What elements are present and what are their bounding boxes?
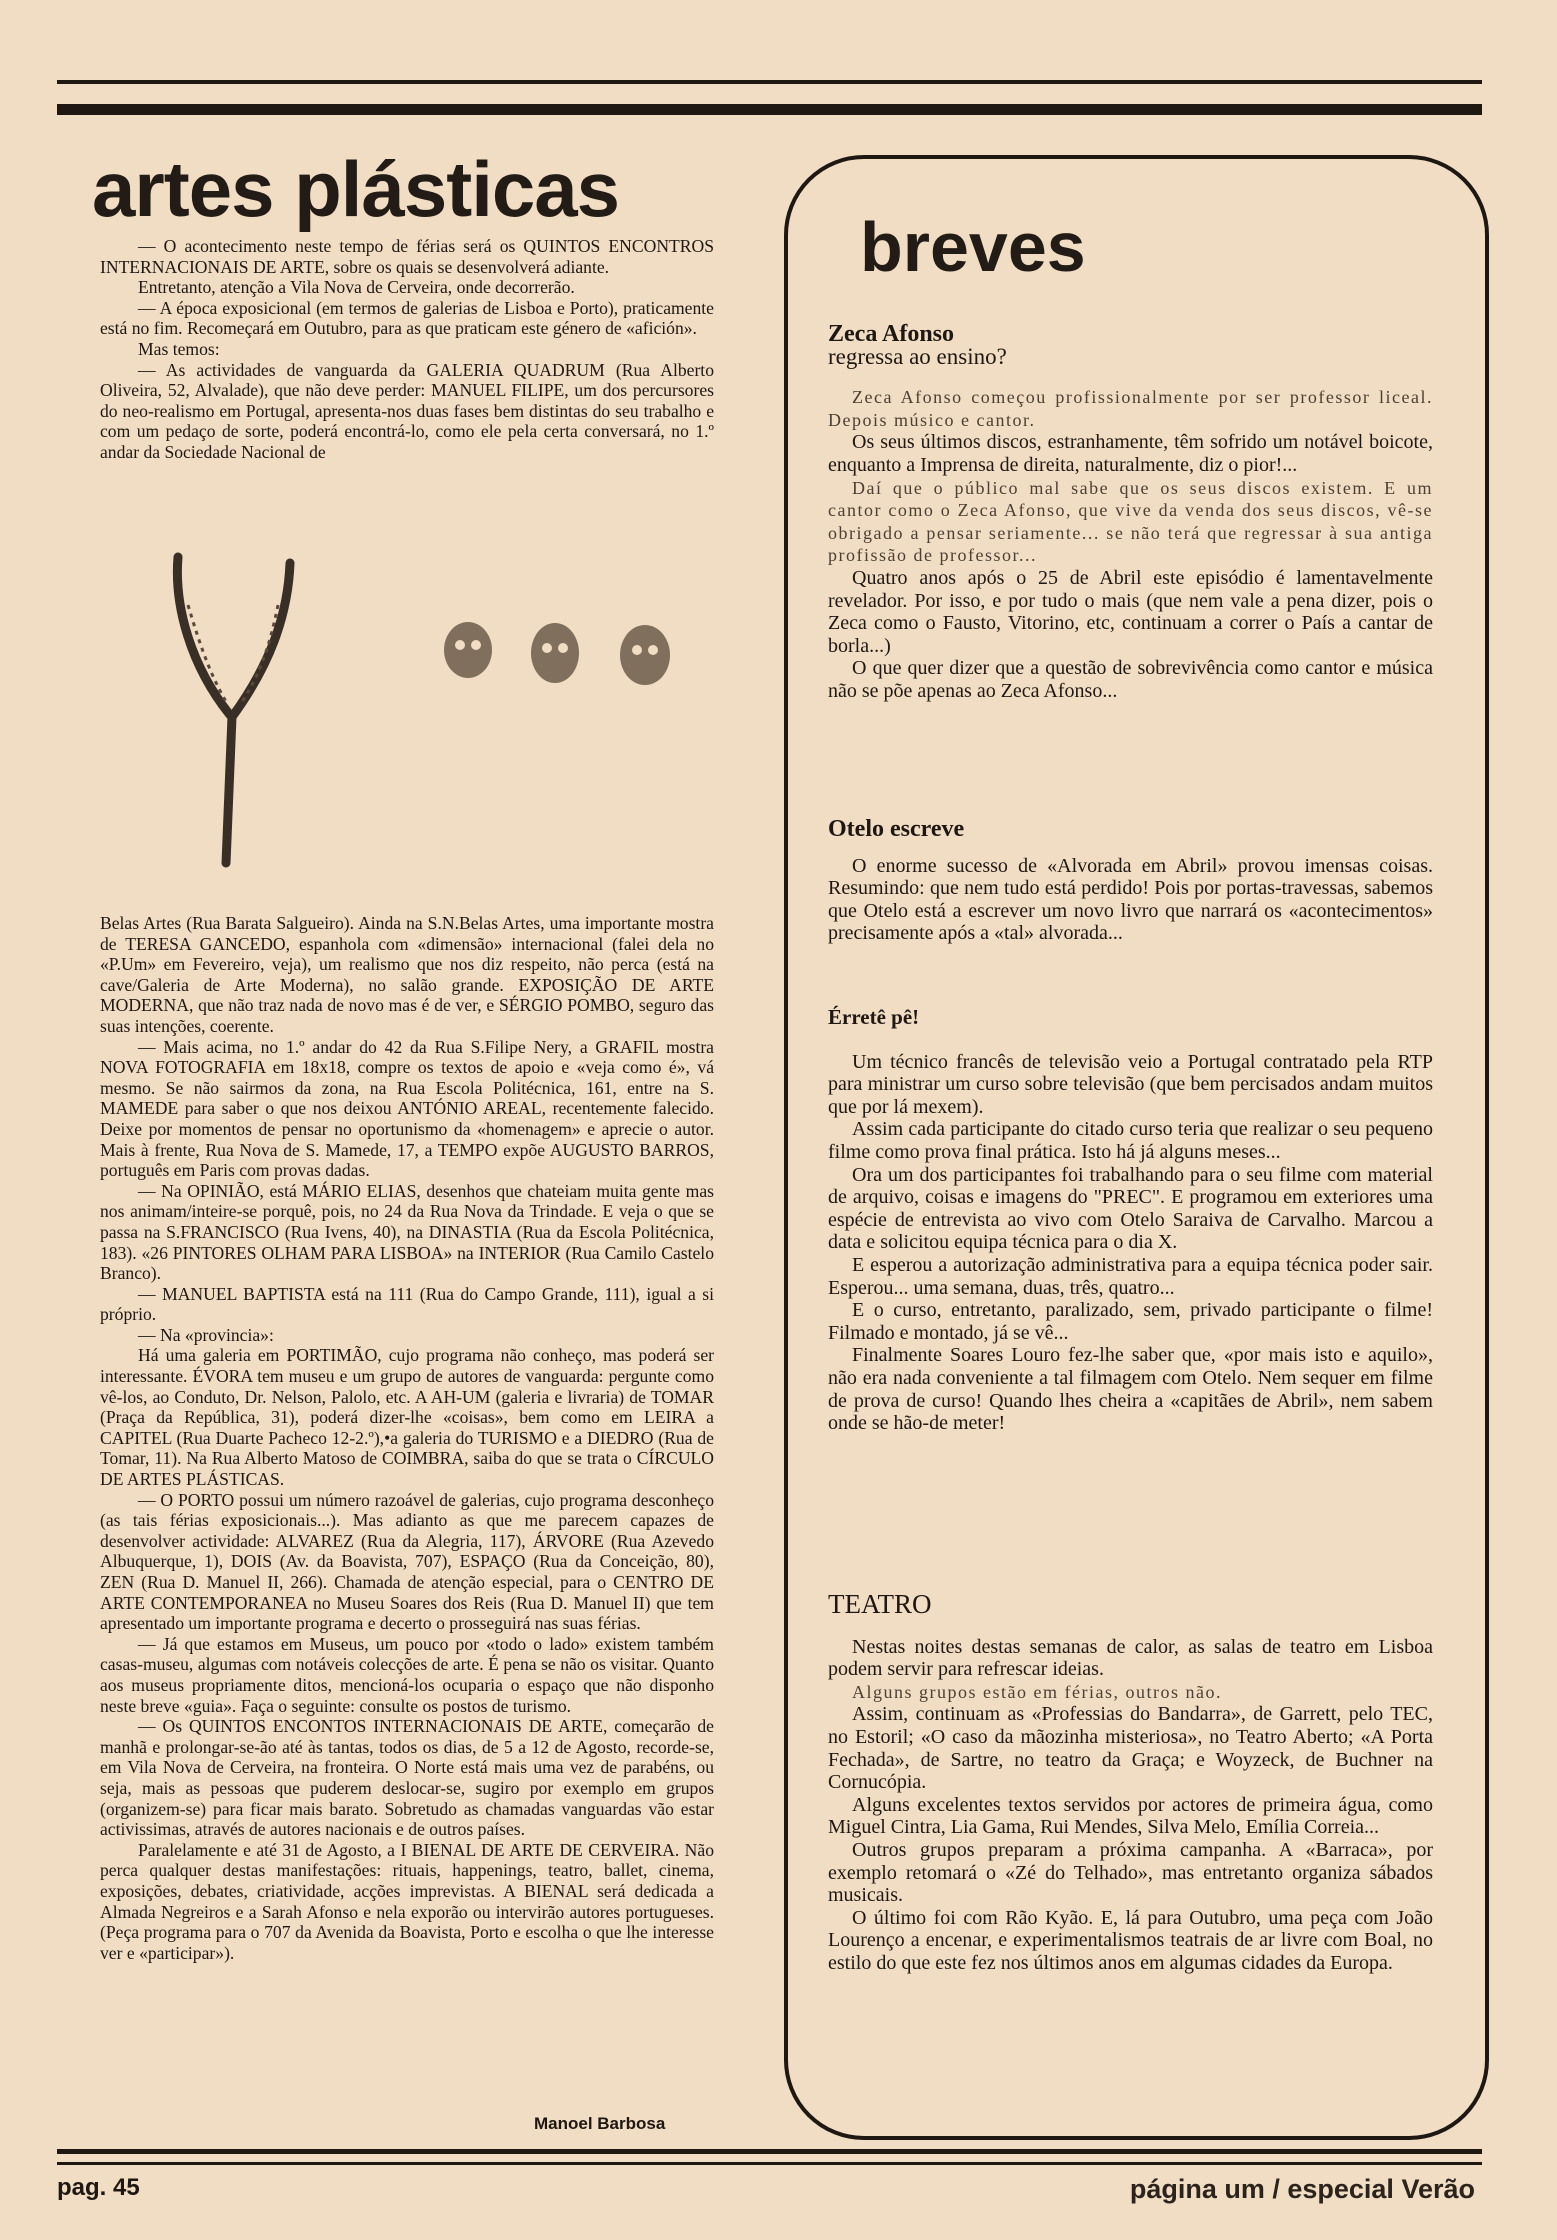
artes-paragraph: — Mais acima, no 1.º andar do 42 da Rua S.Filipe Nery, a GRAFIL mostra NOVA FOTOGRAFIA em 18x18, compre os textos de apoio e «veja como é», vá mesmo. Se não sairmos da zona, na Rua Escola Politécnica, 161, entre na S. MAMEDE para saber o que nos deixou ANTÓNIO AREAL, recentemente falecido. Deixe por momentos de pensar no oportunismo da «homenagem» e aprecie o autor. Mais à frente, Rua Nova de S. Mamede, 17, a TEMPO expõe AUGUSTO BARROS, português em Paris com provas dadas. (100, 1036, 714, 1181)
otelo-article (828, 818, 1433, 945)
artes-column-top (100, 236, 714, 463)
publication-name: página um / especial Verão (1129, 2174, 1475, 2204)
teatro-paragraph: Alguns grupos estão em férias, outros não. (852, 1681, 1222, 1702)
errete-heading: Érretê pê! (828, 1005, 920, 1029)
zeca-paragraph: Quatro anos após o 25 de Abril este episódio é lamentavelmente revelador. Por isso, e por tudo o mais (que nem vale a pena dizer, pois o Zeca como o Fausto, Vitorino, etc, continuam a correr o País a cantar de borla...) (828, 566, 1433, 657)
artes-paragraph: Entretanto, atenção a Vila Nova de Cerveira, onde decorrerão. (138, 277, 575, 298)
artes-paragraph: Mas temos: (138, 338, 220, 359)
zeca-paragraph: Os seus últimos discos, estranhamente, têm sofrido um notável boicote, enquanto a Imprensa de direita, naturalmente, diz o pior!... (828, 431, 1433, 476)
errete-paragraph: Assim cada participante do citado curso teria que realizar o seu pequeno filme como prova final prática. Isto há já alguns meses... (828, 1118, 1433, 1163)
header-rule-thick (57, 104, 1482, 115)
zeca-paragraph: Zeca Afonso começou profissionalmente por ser professor liceal. Depois músico e cantor. (828, 387, 1433, 430)
errete-paragraph: Finalmente Soares Louro fez-lhe saber que, «por mais isto e aquilo», não era nada conveniente a tal filmagem com Otelo. Nem sequer em filme de prova de curso! Quando lhes cheira a «capitães de Abril», nem sabem onde se hão-de meter! (828, 1344, 1433, 1435)
artes-paragraph: Belas Artes (Rua Barata Salgueiro). Ainda na S.N.Belas Artes, uma importante mostra de TERESA GANCEDO, espanhola com «dimensão» internacional (falei dela no «P.Um» em Fevereiro, veja), um realismo que nos diz respeito, não perca (está na cave/Galeria de Arte Moderna), no salão grande. EXPOSIÇÃO DE ARTE MODERNA, que não traz nada de novo mas é de ver, e SÉRGIO POMBO, seguro das suas intenções, coerente. (100, 913, 714, 1036)
errete-paragraph: Um técnico francês de televisão veio a Portugal contratado pela RTP para ministrar um curso sobre televisão (que bem percisados andam muitos que por lá mexem). (828, 1050, 1433, 1118)
errete-paragraph: E esperou a autorização administrativa para a equipa técnica poder sair. Esperou... uma semana, duas, três, quatro... (828, 1253, 1433, 1299)
header-rule-thin (57, 80, 1482, 84)
teatro-paragraph: Outros grupos preparam a próxima campanha. A «Barraca», por exemplo retomará o «Zé do Telhado», mas entretanto organiza sábados musicais. (828, 1838, 1433, 1907)
artes-paragraph: — O acontecimento neste tempo de férias será os QUINTOS ENCONTROS INTERNACIONAIS DE ARTE, sobre os quais se desenvolverá adiante. (100, 236, 714, 277)
artes-paragraph: — A época exposicional (em termos de galerias de Lisboa e Porto), praticamente está no fim. Recomeçará em Outubro, para as que praticam este género de «afición». (100, 297, 714, 339)
teatro-heading: TEATRO (828, 1589, 932, 1619)
teatro-article (828, 1589, 1433, 1975)
author-byline: Manoel Barbosa (534, 2114, 666, 2133)
artes-paragraph: — Na OPINIÃO, está MÁRIO ELIAS, desenhos que chateiam muita gente mas nos animam/inteire-se porquê, pois, no 24 da Rua Nova da Trindade. E veja o que se passa na S.FRANCISCO (Rua Ivens, 40), na DINASTIA (Rua da Escola Politécnica, 183). «26 PINTORES OLHAM PARA LISBOA» na INTERIOR (Rua Camilo Castelo Branco). (100, 1180, 714, 1284)
teatro-paragraph: Assim, continuam as «Professias do Bandarra», de Garrett, pelo TEC, no Estoril; «O caso da mãozinha misteriosa», no Teatro Aberto; «A Porta Fechada», de Sartre, no teatro da Graça; e Woyzeck, de Buchner na Cornucópia. (828, 1703, 1433, 1794)
zeca-heading: Zeca Afonso (828, 321, 954, 347)
artes-paragraph: — Já que estamos em Museus, um pouco por «todo o lado» existem também casas-museu, algumas com notáveis colecções de arte. É pena se não os visitar. Quanto aos museus propriamente ditos, mencioná-los ocuparia o espaço que não disponho neste breve «guia». Faça o seguinte: consulte os postos de turismo. (100, 1633, 714, 1716)
otelo-paragraph: O enorme sucesso de «Alvorada em Abril» provou imensas coisas. Resumindo: que nem tudo está perdido! Pois por portas-travessas, sabemos que Otelo está a escrever um novo livro que narrará os «acontecimentos» precisamente após a «tal» alvorada... (828, 854, 1433, 945)
footer-rule-thick (57, 2149, 1482, 2154)
footer-rule-thin (57, 2162, 1482, 2165)
zeca-paragraph: O que quer dizer que a questão de sobrevivência como cantor e música não se põe apenas ao Zeca Afonso... (828, 657, 1433, 702)
otelo-heading: Otelo escreve (828, 816, 965, 842)
errete-paragraph: E o curso, entretanto, paralizado, sem, privado participante o filme! Filmado e montado, já se vê... (828, 1299, 1433, 1344)
artes-paragraph: — As actividades de vanguarda da GALERIA QUADRUM (Rua Alberto Oliveira, 52, Alvalade), que não deve perder: MANUEL FILIPE, um dos percursores do neo-realismo em Portugal, apresenta-nos duas fases bem distintas do seu trabalho e com um pedaço de sorte, poderá encontrá-lo, como ele pela certa conversará, no 1.º andar da Sociedade Nacional de (100, 359, 714, 462)
artes-paragraph: — Os QUINTOS ENCONTOS INTERNACIONAIS DE ARTE, começarão de manhã e prolongar-se-ão até às tantas, todos os dias, de 5 a 12 de Agosto, recorde-se, em Vila Nova de Cerveira, na fronteira. O Norte está mais uma vez de parabéns, ou seja, mais as pessoas que puderem deslocar-se, sugiro por exemplo em grupos (organizem-se) para ficar mais barato. Sobretudo as chamadas vanguardas vão estar activissimas, através de autores nacionais e de outros países. (100, 1716, 714, 1840)
teatro-paragraph: Alguns excelentes textos servidos por actores de primeira água, como Miguel Cintra, Lia Gama, Rui Mendes, Silva Melo, Emília Correia... (828, 1793, 1433, 1839)
page-number: pag. 45 (57, 2174, 140, 2201)
artes-paragraph: Paralelamente e até 31 de Agosto, a I BIENAL DE ARTE DE CERVEIRA. Não perca qualquer destas manifestações: rituais, happenings, teatro, ballet, cinema, exposições, debates, criatividade, acções imprevistas. A BIENAL será dedicada a Almada Negreiros e a Sarah Afonso e nela exporão ou intervirão autores portugueses. (Peça programa para o 707 da Avenida da Boavista, Porto e escolha o que lhe interesse ver e «participar»). (100, 1839, 714, 1963)
section-title: artes plásticas (92, 145, 620, 233)
teatro-paragraph: O último foi com Rão Kyão. E, lá para Outubro, uma peça com João Lourenço a encenar, e experimentalismos teatrais de ar livre com Boal, no estilo do que este fez nos últimos anos em algumas cidades da Europa. (828, 1906, 1433, 1974)
zeca-paragraph: Daí que o público mal sabe que os seus discos existem. E um cantor como o Zeca Afonso, que vive da venda dos seus discos, vê-se obrigado a pensar seriamente... se não terá que regressar à sua antiga profissão de professor... (828, 477, 1433, 566)
errete-paragraph: Ora um dos participantes foi trabalhando para o seu filme com material de arquivo, coisas e imagens do "PREC". E programou em exteriores uma espécie de entrevista ao vivo com Otelo Saraiva de Carvalho. Marcou a data e solicitou equipa técnica para o dia X. (828, 1163, 1433, 1254)
artwork-illustration (150, 545, 690, 875)
artes-paragraph: — Na «provincia»: (138, 1324, 274, 1345)
zeca-article (828, 323, 1433, 703)
artes-paragraph: Há uma galeria em PORTIMÃO, cujo programa não conheço, mas poderá ser interessante. ÉVORA tem museu e um grupo de autores de vanguarda: pergunte como vê-los, ao Conduto, Dr. Nelson, Palolo, etc. A AH-UM (galeria e livraria) de TOMAR (Praça da República, 31), poderá dizer-lhe «coisas», bem como em LEIRA a CAPITEL (Rua Duarte Pacheco 12-2.º),•a galeria do TURISMO e a DIEDRO (Rua de Tomar, 11). Na Rua Alberto Matoso de COIMBRA, saiba do que se trata o CÍRCULO DE ARTES PLÁSTICAS. (100, 1345, 714, 1490)
artes-paragraph: — MANUEL BAPTISTA está na 111 (Rua do Campo Grande, 111), igual a si próprio. (100, 1283, 714, 1325)
errete-article (828, 1006, 1433, 1435)
artes-paragraph: — O PORTO possui um número razoável de galerias, cujo programa desconheço (as tais férias exposicionais...). Mas adianto as que me parecem capazes de desenvolver actividade: ALVAREZ (Rua da Alegria, 117), ÁRVORE (Rua Azevedo Albuquerque, 1), DOIS (Av. da Boavista, 707), ESPAÇO (Rua da Conceição, 80), ZEN (Rua D. Manuel II, 266). Chamada de atenção especial, para o CENTRO DE ARTE CONTEMPORANEA no Museu Soares dos Reis (Rua D. Manuel II) que tem apresentado um importante programa e decerto o prosseguirá nas suas férias. (100, 1489, 714, 1634)
artes-column-bottom (100, 913, 714, 1963)
teatro-paragraph: Nestas noites destas semanas de calor, as salas de teatro em Lisboa podem servir para refrescar ideias. (828, 1635, 1433, 1681)
breves-title: breves (860, 208, 1086, 286)
zeca-subheading: regressa ao ensino? (828, 343, 1007, 369)
